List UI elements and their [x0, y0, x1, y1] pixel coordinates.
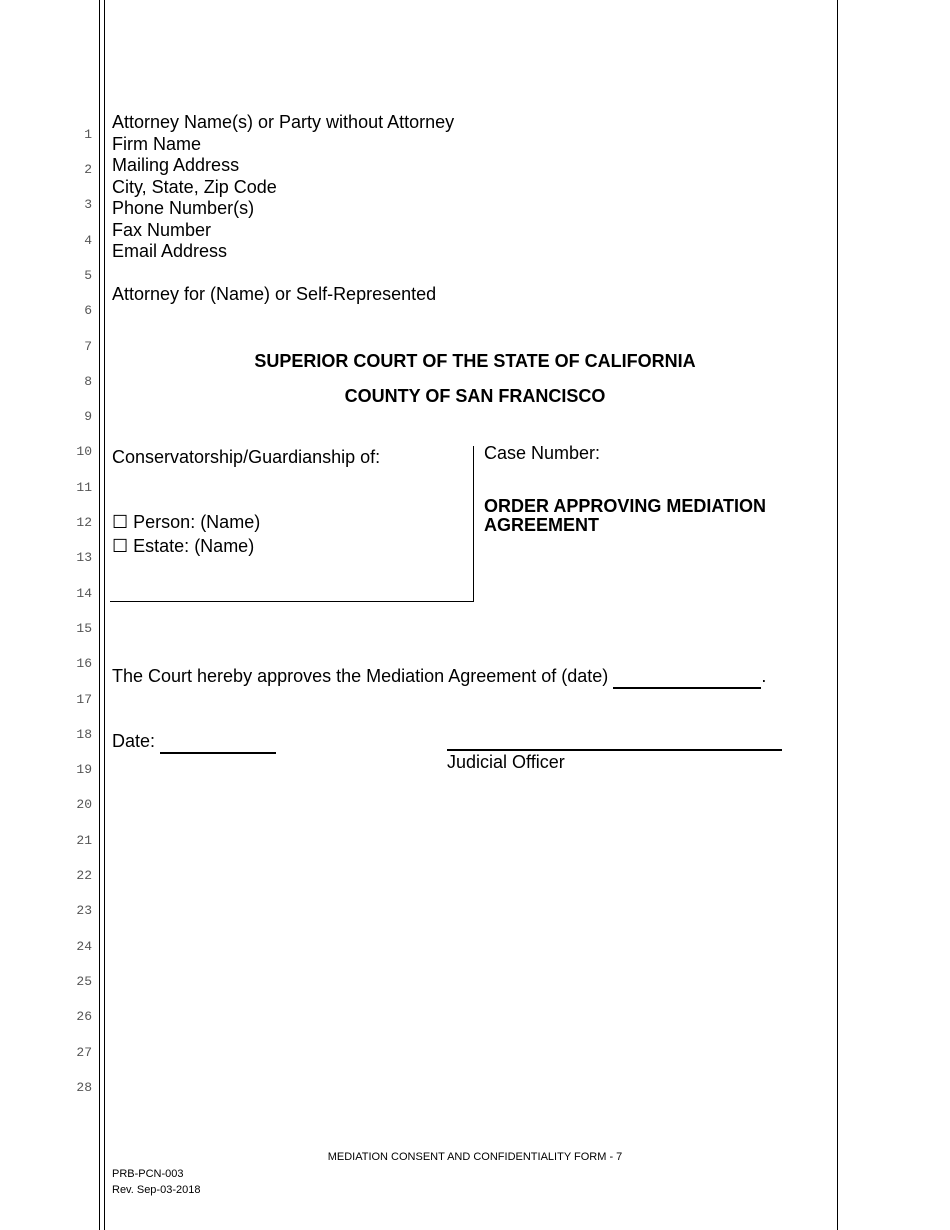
line-number: 14 — [76, 586, 92, 601]
footer-title: MEDIATION CONSENT AND CONFIDENTIALITY FORM - 7 — [327, 1151, 623, 1163]
line-number: 1 — [84, 127, 92, 142]
line-number: 18 — [76, 727, 92, 742]
line-number: 26 — [76, 1009, 92, 1024]
document-title: ORDER APPROVING MEDIATION AGREEMENT — [484, 496, 767, 535]
person-option — [112, 512, 260, 533]
left-margin-rule-inner — [104, 0, 105, 1230]
line-number: 4 — [84, 233, 92, 248]
line-number: 17 — [76, 692, 92, 707]
line-number: 16 — [76, 656, 92, 671]
line-number: 5 — [84, 268, 92, 283]
line-number: 11 — [76, 480, 92, 495]
attorney-header — [112, 112, 454, 263]
approval-period: . — [761, 666, 767, 686]
fax-number: Fax Number — [112, 219, 212, 240]
line-number: 13 — [76, 550, 92, 565]
date-field — [112, 731, 276, 754]
line-number: 22 — [76, 868, 92, 883]
approval-statement — [112, 666, 766, 689]
attorney-for: Attorney for (Name) or Self-Represented — [112, 284, 437, 304]
left-margin-rule-outer — [99, 0, 100, 1230]
caption-bottom-rule — [110, 601, 474, 602]
form-revision: Rev. Sep-03-2018 — [112, 1184, 201, 1196]
phone-number: Phone Number(s) — [112, 198, 255, 218]
line-number: 21 — [76, 833, 92, 848]
date-blank[interactable] — [160, 731, 276, 754]
estate-label: Estate: (Name) — [133, 536, 255, 556]
right-margin-rule — [837, 0, 838, 1230]
line-number: 7 — [84, 339, 92, 354]
line-number: 12 — [76, 515, 92, 530]
line-number: 8 — [84, 374, 92, 389]
city-state-zip: City, State, Zip Code — [112, 176, 277, 197]
signature-line[interactable] — [447, 749, 782, 751]
line-number: 2 — [84, 162, 92, 177]
court-name: SUPERIOR COURT OF THE STATE OF CALIFORNIA — [254, 351, 696, 371]
agreement-date-blank[interactable] — [613, 666, 761, 689]
line-number: 10 — [76, 444, 92, 459]
line-number: 24 — [76, 939, 92, 954]
line-number: 3 — [84, 197, 92, 212]
person-label: Person: (Name) — [133, 512, 261, 532]
line-number: 15 — [76, 621, 92, 636]
line-number: 9 — [84, 409, 92, 424]
line-number: 20 — [76, 797, 92, 812]
firm-name: Firm Name — [112, 133, 201, 154]
line-number: 6 — [84, 303, 92, 318]
case-number-label: Case Number: — [484, 443, 601, 463]
form-code: PRB-PCN-003 — [112, 1168, 184, 1180]
person-checkbox[interactable]: ☐ — [112, 512, 129, 532]
estate-option — [112, 536, 254, 557]
line-number: 27 — [76, 1045, 92, 1060]
estate-checkbox[interactable]: ☐ — [112, 536, 129, 556]
court-county: COUNTY OF SAN FRANCISCO — [344, 386, 606, 406]
line-number: 23 — [76, 903, 92, 918]
line-number: 25 — [76, 974, 92, 989]
email-address: Email Address — [112, 241, 228, 261]
matter-label: Conservatorship/Guardianship of: — [112, 447, 381, 467]
judicial-officer-label: Judicial Officer — [447, 752, 565, 772]
footer-form-info — [112, 1166, 200, 1198]
line-number: 28 — [76, 1080, 92, 1095]
attorney-name: Attorney Name(s) or Party without Attorney — [112, 112, 455, 132]
line-number: 19 — [76, 762, 92, 777]
mailing-address: Mailing Address — [112, 155, 240, 175]
approval-text: The Court hereby approves the Mediation Agreement of (date) — [112, 666, 609, 686]
date-label: Date: — [112, 731, 156, 751]
caption-divider — [473, 446, 474, 602]
